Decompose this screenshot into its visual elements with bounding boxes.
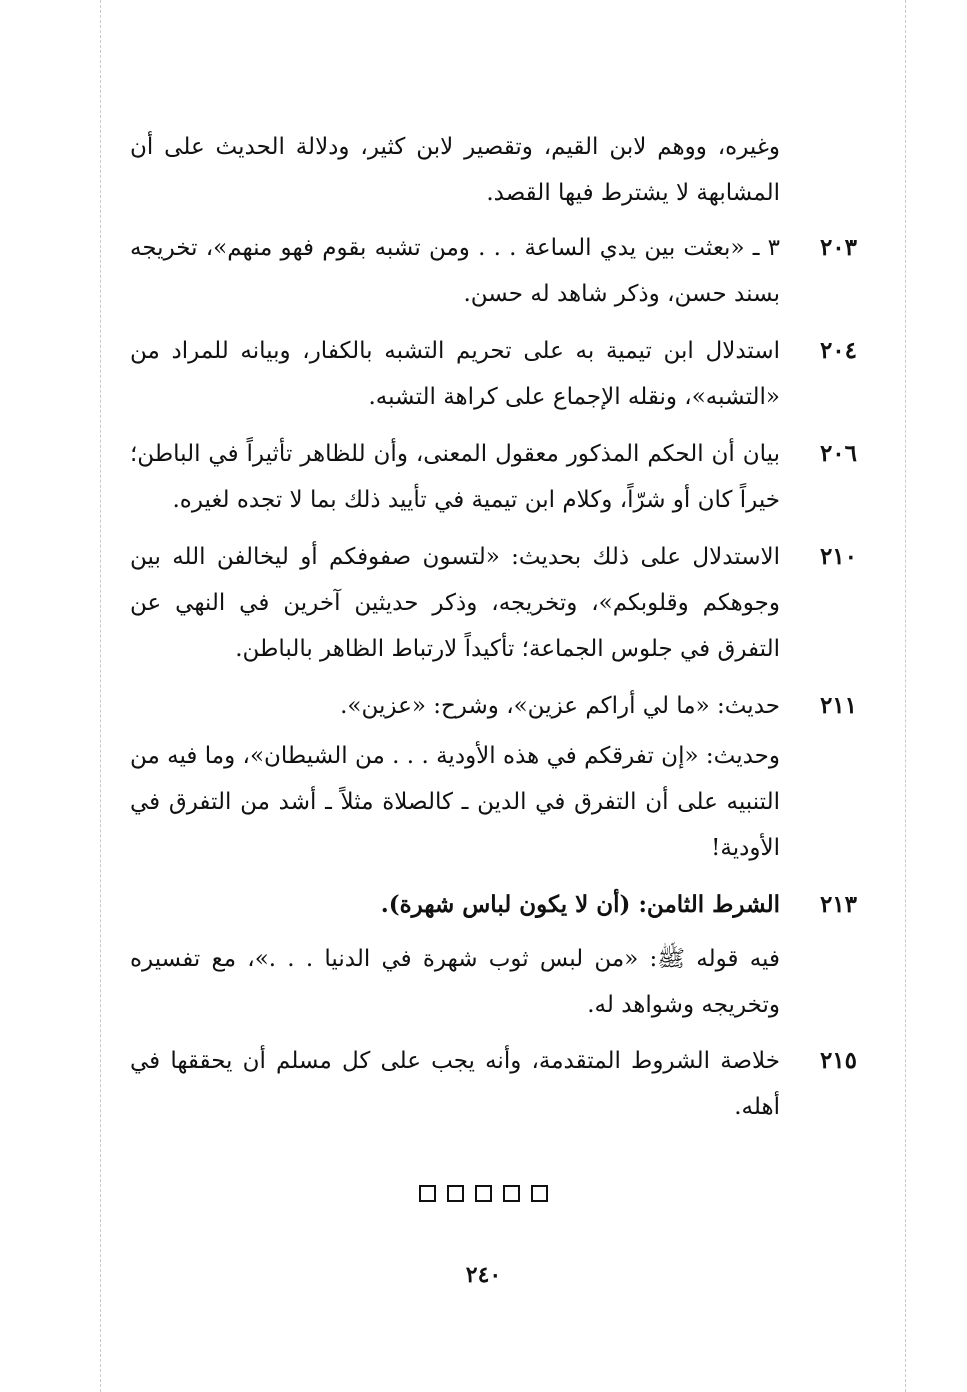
- index-entry-203: [130, 225, 857, 317]
- entry-text: الاستدلال على ذلك بحديث: «لتسون صفوفكم أو ليخالفن الله بين وجوهكم وقلوبكم»، وتخريجه، وذكر حديثين آخرين في النهي عن التفرق في جلوس الجماعة؛ تأكيداً لارتباط الظاهر بالباطن.: [130, 544, 780, 662]
- entry-page-number: ٢١١: [819, 692, 857, 719]
- index-entry-206: [130, 431, 857, 523]
- entry-text: خلاصة الشروط المتقدمة، وأنه يجب على كل مسلم أن يحققها في أهله.: [130, 1048, 780, 1120]
- entry-page-number: ٢٠٣: [819, 234, 857, 261]
- square-ornament-icon: [531, 1185, 548, 1202]
- section-end-ornament: [0, 1183, 967, 1202]
- entry-text: استدلال ابن تيمية به على تحريم التشبه بالكفار، وبيانه للمراد من «التشبه»، ونقله الإجماع على كراهة التشبه.: [130, 338, 780, 410]
- entry-page-number: ٢١٠: [819, 543, 857, 570]
- entry-text: ٣ ـ «بعثت بين يدي الساعة . . . ومن تشبه بقوم فهو منهم»، تخريجه بسند حسن، وذكر شاهد له حسن.: [130, 235, 780, 307]
- entry-page-number: ٢١٣: [819, 891, 857, 918]
- square-ornament-icon: [503, 1185, 520, 1202]
- entry-page-number: ٢٠٦: [819, 440, 857, 467]
- continuation-text: وغيره، ووهم لابن القيم، وتقصير لابن كثير، ودلالة الحديث على أن المشابهة لا يشترط فيها القصد.: [130, 134, 780, 206]
- index-entry-211: [130, 683, 857, 729]
- index-entry-213: [130, 882, 857, 928]
- entry-page-number: ٢٠٤: [819, 337, 857, 364]
- entry-text: بيان أن الحكم المذكور معقول المعنى، وأن للظاهر تأثيراً في الباطن؛ خيراً كان أو شرّاً، وكلام ابن تيمية في تأييد ذلك بما لا تجده لغيره.: [130, 441, 780, 513]
- index-entry-204: [130, 328, 857, 420]
- entry-text: حديث: «ما لي أراكم عزين»، وشرح: «عزين».: [340, 693, 780, 719]
- entry-heading: الشرط الثامن: (أن لا يكون لباس شهرة).: [380, 891, 780, 918]
- square-ornament-icon: [419, 1185, 436, 1202]
- entry-page-number: ٢١٥: [819, 1047, 857, 1074]
- index-entry-215: [130, 1038, 857, 1130]
- square-ornament-icon: [447, 1185, 464, 1202]
- entry-213-continuation: فيه قوله ﷺ: «من لبس ثوب شهرة في الدنيا . . .»، مع تفسيره وتخريجه وشواهد له.: [130, 946, 780, 1018]
- entry-211-continuation: وحديث: «إن تفرقكم في هذه الأودية . . . من الشيطان»، وما فيه من التنبيه على أن التفرق في الدين ـ كالصلاة مثلاً ـ أشد من التفرق في الأودية!: [130, 743, 780, 861]
- page-number: ٢٤٠: [465, 1262, 502, 1288]
- index-entry-210: [130, 534, 857, 672]
- square-ornament-icon: [475, 1185, 492, 1202]
